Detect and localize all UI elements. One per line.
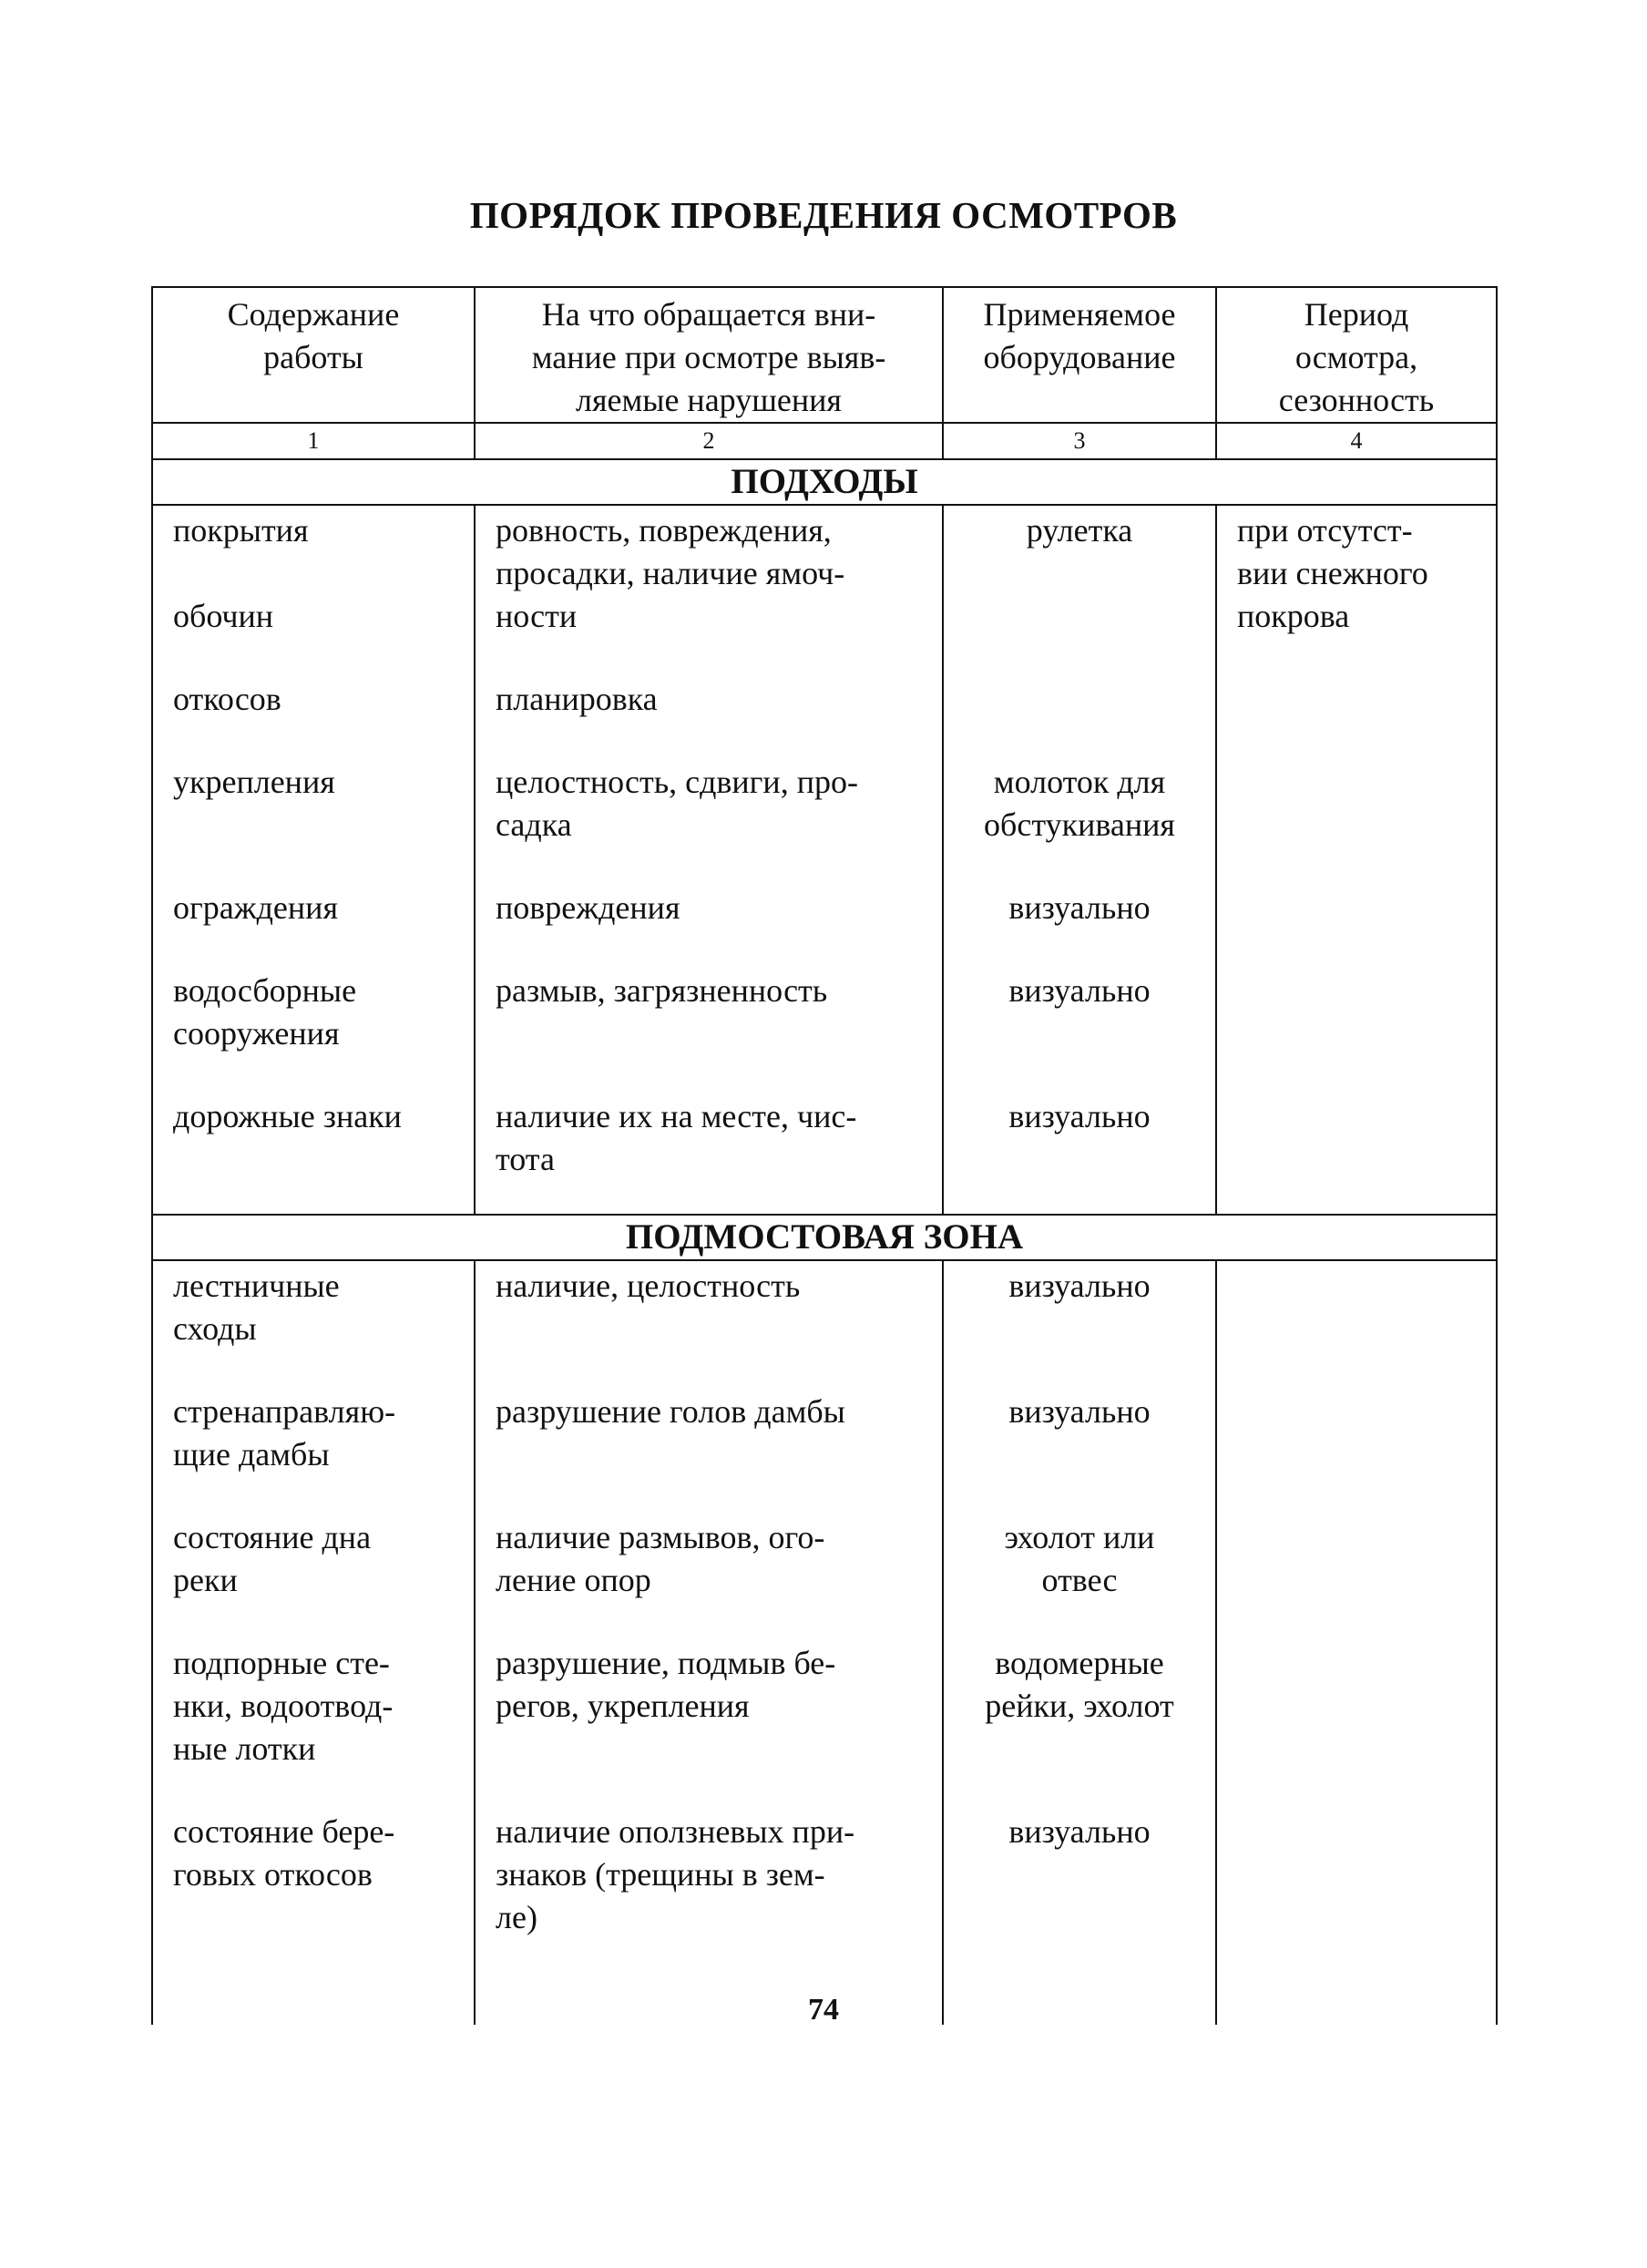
work-cell-line: лестничные — [173, 1267, 340, 1304]
work-cell-line: дорожные знаки — [173, 1098, 402, 1134]
page-number: 74 — [808, 1993, 839, 2027]
issues-cell-line: повреждения — [496, 889, 680, 926]
column-header-line: работы — [263, 339, 363, 375]
work-cell — [152, 1088, 475, 1215]
work-cell-line: состояние дна — [173, 1519, 372, 1555]
equipment-cell — [943, 879, 1216, 962]
work-cell — [152, 1509, 475, 1635]
issues-cell-line: ровность, повреждения, — [496, 512, 832, 549]
equipment-cell — [943, 754, 1216, 879]
issues-cell — [475, 962, 943, 1088]
inspection-table — [151, 286, 1498, 2025]
column-header-line: Применяемое — [983, 296, 1176, 333]
work-cell — [152, 1803, 475, 1972]
issues-cell-line: ление опор — [496, 1562, 651, 1598]
equipment-cell — [943, 1088, 1216, 1215]
work-cell-line: стренаправляю- — [173, 1393, 396, 1430]
work-cell-line: обочин — [173, 598, 274, 634]
equipment-cell-line: визуально — [1008, 1098, 1151, 1134]
issues-cell-line: просадки, наличие ямоч- — [496, 555, 845, 591]
equipment-cell — [943, 1635, 1216, 1803]
issues-cell-line: разрушение, подмыв бе- — [496, 1645, 836, 1681]
equipment-cell — [943, 1260, 1216, 1383]
equipment-cell — [943, 962, 1216, 1088]
work-cell-line: говых откосов — [173, 1856, 373, 1893]
work-cell-line: ограждения — [173, 889, 339, 926]
equipment-cell-line: визуально — [1008, 1267, 1151, 1304]
work-cell — [152, 1260, 475, 1383]
column-number: 4 — [1216, 423, 1497, 459]
section-header-row — [152, 459, 1497, 505]
equipment-cell — [943, 1803, 1216, 1972]
table-row — [152, 505, 1497, 671]
column-header-line: оборудование — [983, 339, 1176, 375]
issues-cell — [475, 671, 943, 754]
equipment-cell-line: отвес — [1041, 1562, 1118, 1598]
issues-cell — [475, 1803, 943, 1972]
period-cell-line: вии снежного — [1237, 555, 1428, 591]
issues-cell — [475, 879, 943, 962]
issues-cell-line: наличие, целостность — [496, 1267, 801, 1304]
column-header — [1216, 287, 1497, 423]
issues-cell — [475, 754, 943, 879]
equipment-cell-line: водомерные — [995, 1645, 1164, 1681]
period-cell-line: покрова — [1237, 598, 1350, 634]
inspection-table-wrapper — [151, 286, 1496, 2025]
work-cell — [152, 962, 475, 1088]
work-cell-line: реки — [173, 1562, 238, 1598]
issues-cell-line: размыв, загрязненность — [496, 972, 828, 1009]
work-cell-line: ные лотки — [173, 1730, 316, 1767]
table-header-row — [152, 287, 1497, 423]
column-header-line: Содержание — [227, 296, 400, 333]
equipment-cell — [943, 505, 1216, 671]
issues-cell-line: планировка — [496, 681, 658, 717]
issues-cell-line: ле) — [496, 1899, 537, 1935]
work-cell-line: укрепления — [173, 764, 335, 800]
equipment-cell-line: эхолот или — [1004, 1519, 1155, 1555]
issues-cell-line: разрушение голов дамбы — [496, 1393, 845, 1430]
issues-cell-line: наличие их на месте, чис- — [496, 1098, 857, 1134]
column-header-line: сезонность — [1278, 382, 1435, 418]
table-row — [152, 1260, 1497, 1383]
issues-cell-line: садка — [496, 806, 572, 843]
column-number: 2 — [475, 423, 943, 459]
column-header — [475, 287, 943, 423]
column-header — [152, 287, 475, 423]
work-cell — [152, 505, 475, 671]
column-header-line: ляемые нарушения — [575, 382, 842, 418]
issues-cell-line: наличие размывов, ого- — [496, 1519, 825, 1555]
equipment-cell-line: обстукивания — [984, 806, 1175, 843]
work-cell-line: щие дамбы — [173, 1436, 330, 1473]
work-cell — [152, 1383, 475, 1509]
issues-cell — [475, 1260, 943, 1383]
work-cell-line: водосборные — [173, 972, 357, 1009]
issues-cell — [475, 505, 943, 671]
equipment-cell — [943, 1509, 1216, 1635]
column-header-line: осмотра, — [1294, 339, 1418, 375]
issues-cell — [475, 1088, 943, 1215]
period-cell — [1216, 505, 1497, 1215]
section-header-row — [152, 1215, 1497, 1260]
issues-cell-line: тота — [496, 1141, 555, 1177]
equipment-cell — [943, 671, 1216, 754]
column-header — [943, 287, 1216, 423]
work-cell-line: состояние бере- — [173, 1813, 395, 1850]
period-cell — [1216, 1260, 1497, 2025]
issues-cell-line: знаков (трещины в зем- — [496, 1856, 825, 1893]
work-cell — [152, 671, 475, 754]
equipment-cell-line: рейки, эхолот — [985, 1688, 1174, 1724]
inspection-table-body — [152, 287, 1497, 2025]
equipment-cell-line: визуально — [1008, 972, 1151, 1009]
issues-cell-line: ности — [496, 598, 578, 634]
work-cell — [152, 754, 475, 879]
equipment-cell-line: визуально — [1008, 1393, 1151, 1430]
work-cell-line: откосов — [173, 681, 281, 717]
issues-cell — [475, 1635, 943, 1803]
issues-cell-line: наличие оползневых при- — [496, 1813, 855, 1850]
column-header-line: На что обращается вни- — [541, 296, 876, 333]
document-title: ПОРЯДОК ПРОВЕДЕНИЯ ОСМОТРОВ — [469, 194, 1178, 236]
issues-cell-line: целостность, сдвиги, про- — [496, 764, 858, 800]
equipment-cell-line: рулетка — [1026, 512, 1133, 549]
equipment-cell-line: визуально — [1008, 1813, 1151, 1850]
column-header-line: Период — [1304, 296, 1409, 333]
work-cell — [152, 1635, 475, 1803]
equipment-cell-line: молоток для — [993, 764, 1166, 800]
work-cell-line: сооружения — [173, 1015, 340, 1052]
column-number: 1 — [152, 423, 475, 459]
column-number-row — [152, 423, 1497, 459]
work-cell-line: подпорные сте- — [173, 1645, 390, 1681]
section-title: ПОДМОСТОВАЯ ЗОНА — [152, 1215, 1497, 1260]
column-header-line: мание при осмотре выяв- — [531, 339, 886, 375]
issues-cell-line: регов, укрепления — [496, 1688, 750, 1724]
work-cell-line: нки, водоотвод- — [173, 1688, 394, 1724]
column-number: 3 — [943, 423, 1216, 459]
work-cell-line: сходы — [173, 1310, 257, 1347]
issues-cell — [475, 1383, 943, 1509]
period-cell-line: при отсутст- — [1237, 512, 1413, 549]
equipment-cell — [943, 1383, 1216, 1509]
work-cell — [152, 879, 475, 962]
section-title: ПОДХОДЫ — [152, 459, 1497, 505]
work-cell-line: покрытия — [173, 512, 309, 549]
issues-cell — [475, 1509, 943, 1635]
work-cell-line — [173, 552, 465, 595]
equipment-cell-line: визуально — [1008, 889, 1151, 926]
